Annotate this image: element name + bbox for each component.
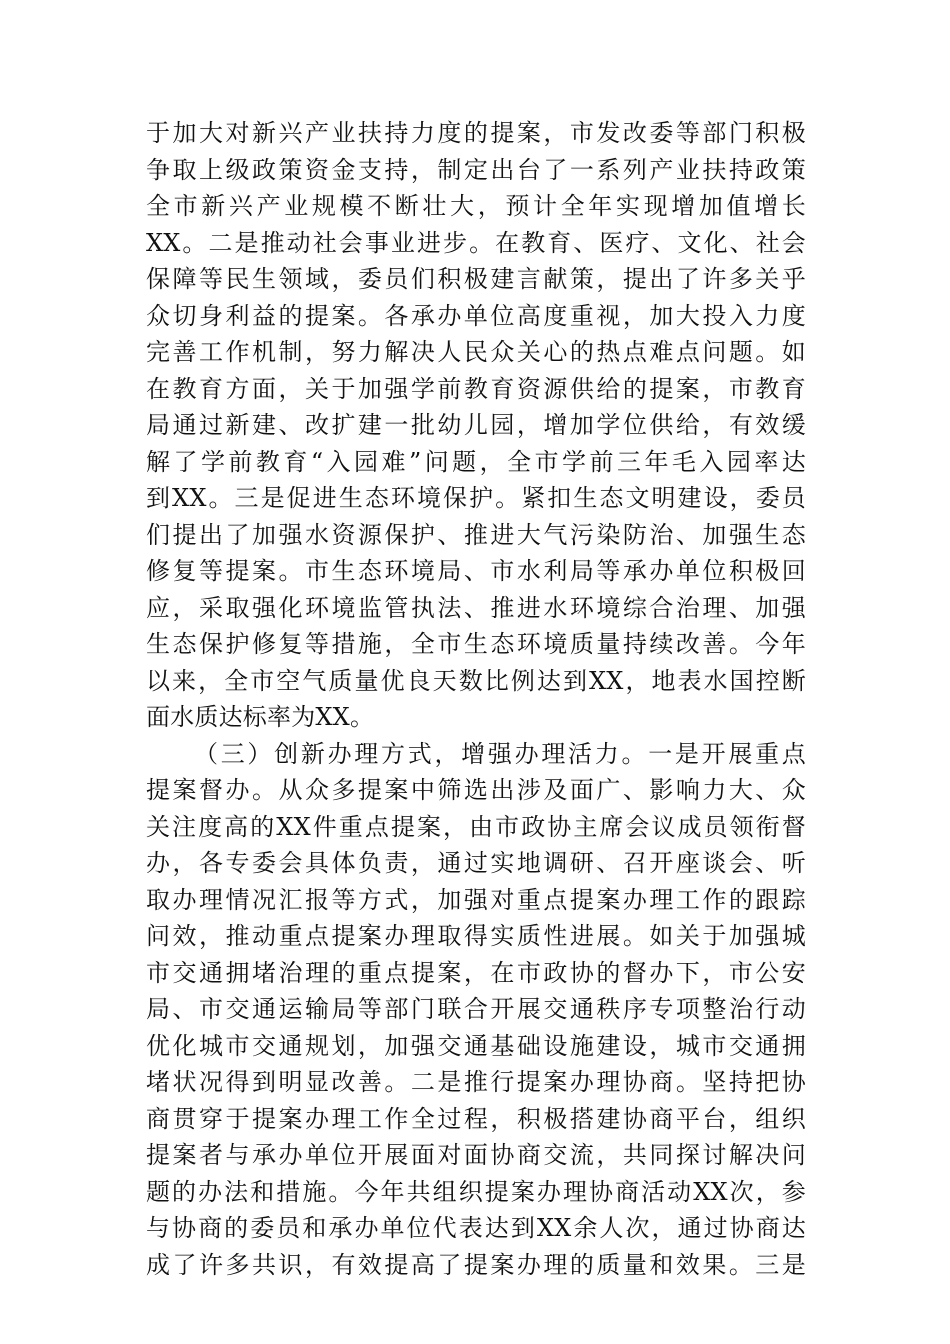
text-line: 取办理情况汇报等方式，加强对重点提案办理工作的跟踪 (146, 885, 806, 914)
text-line: 与协商的委员和承办单位代表达到XX余人次，通过协商达 (146, 1214, 806, 1242)
text-line: 问效，推动重点提案办理取得实质性进展。如关于加强城 (146, 922, 806, 950)
text-line: 们提出了加强水资源保护、推进大气污染防治、加强生态 (146, 520, 806, 549)
text-line: 关注度高的XX件重点提案，由市政协主席会议成员领衔督 (146, 812, 806, 841)
text-line: 局通过新建、改扩建一批幼儿园，增加学位供给，有效缓 (146, 411, 806, 439)
text-line: 题的办法和措施。今年共组织提案办理协商活动XX次，参 (146, 1177, 806, 1206)
text-line: 完善工作机制，努力解决人民众关心的热点难点问题。如 (146, 338, 806, 366)
text-line: 到XX。三是促进生态环境保护。紧扣生态文明建设，委员 (146, 484, 806, 512)
text-line: 办，各专委会具体负责，通过实地调研、召开座谈会、听 (146, 849, 806, 877)
text-line: 提案者与承办单位开展面对面协商交流，共同探讨解决问 (146, 1141, 806, 1169)
text-line: 提案督办。从众多提案中筛选出涉及面广、影响力大、众 (146, 776, 806, 804)
text-line: 优化城市交通规划，加强交通基础设施建设，城市交通拥 (146, 1031, 806, 1060)
text-line: XX。二是推动社会事业进步。在教育、医疗、文化、社会 (146, 228, 806, 257)
text-line: 保障等民生领域，委员们积极建言献策，提出了许多关乎 (146, 265, 806, 293)
text-line: 堵状况得到明显改善。二是推行提案办理协商。坚持把协 (146, 1068, 806, 1096)
text-line: 成了许多共识，有效提高了提案办理的质量和效果。三是 (146, 1250, 806, 1279)
text-line: 全市新兴产业规模不断壮大，预计全年实现增加值增长 (146, 192, 806, 220)
text-line: 在教育方面，关于加强学前教育资源供给的提案，市教育 (146, 374, 806, 403)
text-line: 局、市交通运输局等部门联合开展交通秩序专项整治行动 (146, 995, 806, 1023)
paragraph-end-line: 面水质达标率为XX。 (146, 703, 375, 731)
text-line: 争取上级政策资金支持，制定出台了一系列产业扶持政策 (146, 155, 806, 184)
text-line: 生态保护修复等措施，全市生态环境质量持续改善。今年 (146, 630, 806, 658)
body-text (146, 115, 806, 1283)
text-line: 解了学前教育“入园难”问题，全市学前三年毛入园率达 (146, 447, 806, 476)
text-line: 以来，全市空气质量优良天数比例达到XX，地表水国控断 (146, 666, 806, 695)
text-line: 众切身利益的提案。各承办单位高度重视，加大投入力度 (146, 301, 806, 330)
text-line: 于加大对新兴产业扶持力度的提案，市发改委等部门积极 (146, 119, 806, 147)
text-line: 修复等提案。市生态环境局、市水利局等承办单位积极回 (146, 557, 806, 585)
text-line: 商贯穿于提案办理工作全过程，积极搭建协商平台，组织 (146, 1104, 806, 1133)
text-line: 应，采取强化环境监管执法、推进水环境综合治理、加强 (146, 593, 806, 622)
section-heading-line: （三）创新办理方式，增强办理活力。一是开展重点 (194, 739, 806, 768)
text-line: 市交通拥堵治理的重点提案，在市政协的督办下，市公安 (146, 958, 806, 987)
